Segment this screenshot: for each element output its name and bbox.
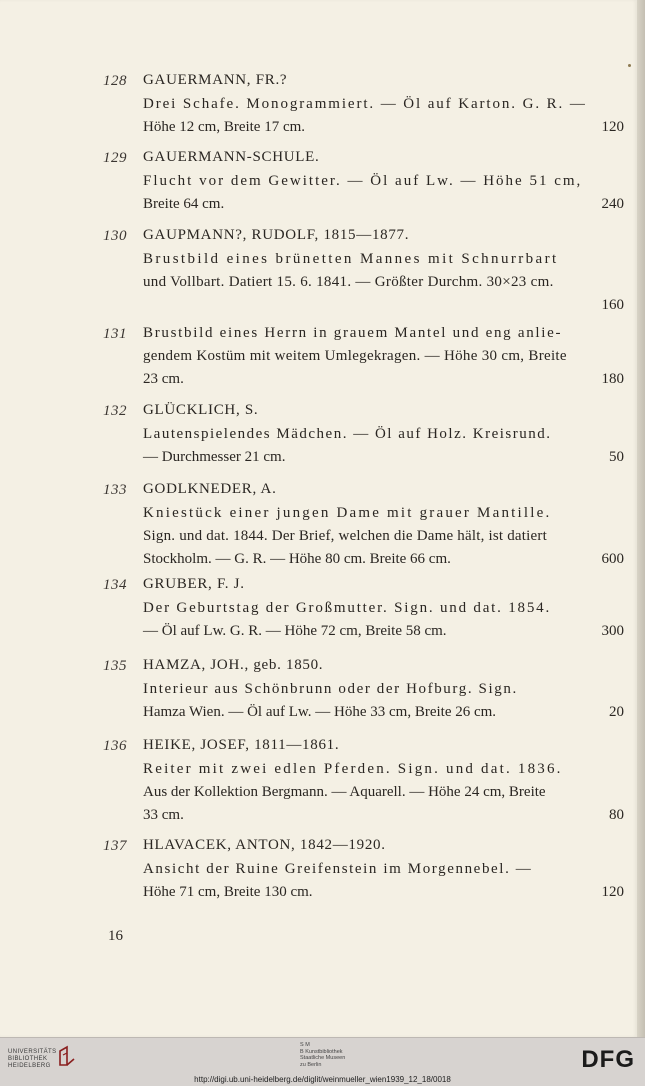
entry-artist: GAUERMANN, FR.? [143,72,288,88]
entry-number: 136 [103,738,127,754]
entry-number: 133 [103,482,127,498]
entry-description: Brustbild eines Herrn in grauem Mantel und eng anlie- [143,325,563,341]
entry-description: gendem Kostüm mit weitem Umlegekragen. — Höhe 30 cm, Breite [143,348,567,364]
source-url[interactable]: http://digi.ub.uni-heidelberg.de/diglit/weinmueller_wien1939_12_18/0018 [194,1075,451,1084]
entry-description: — Öl auf Lw. G. R. — Höhe 72 cm, Breite 58 cm. [143,623,447,639]
entry-artist: HAMZA, JOH., geb. 1850. [143,657,324,673]
entry-number: 137 [103,838,127,854]
entry-price: 50 [609,449,624,465]
entry-price: 120 [601,884,624,900]
entry-artist: HLAVACEK, ANTON, 1842—1920. [143,837,386,853]
entry-description: Flucht vor dem Gewitter. — Öl auf Lw. — Höhe 51 cm, [143,173,583,189]
entry-description: Höhe 71 cm, Breite 130 cm. [143,884,313,900]
holding-library-info: S M B Kunstbibliothek Staatliche Museen zu Berlin [300,1042,346,1068]
entry-number: 134 [103,577,127,593]
entry-price: 600 [601,551,624,567]
entry-description: 33 cm. [143,807,184,823]
paper-speck [628,64,631,67]
entry-price: 160 [601,297,624,313]
entry-number: 132 [103,403,127,419]
entry-artist: GRUBER, F. J. [143,576,245,592]
entry-price: 120 [601,119,624,135]
entry-number: 129 [103,150,127,166]
entry-description: Interieur aus Schönbrunn oder der Hofburg. Sign. [143,681,518,697]
entry-price: 180 [601,371,624,387]
digitization-footer [0,1037,645,1086]
university-library-label: UNIVERSITÄTS BIBLIOTHEK HEIDELBERG [8,1049,57,1069]
entry-number: 128 [103,73,127,89]
entry-description: und Vollbart. Datiert 15. 6. 1841. — Größter Durchm. 30×23 cm. [143,274,554,290]
dfg-logo: DFG [581,1046,635,1073]
entry-description: Sign. und dat. 1844. Der Brief, welchen die Dame hält, ist datiert [143,528,547,544]
entry-description: Aus der Kollektion Bergmann. — Aquarell. — Höhe 24 cm, Breite [143,784,546,800]
entry-artist: GLÜCKLICH, S. [143,402,259,418]
entry-description: Lautenspielendes Mädchen. — Öl auf Holz. Kreisrund. [143,426,552,442]
page-edge [637,0,645,1037]
entry-price: 240 [601,196,624,212]
entry-description: — Durchmesser 21 cm. [143,449,286,465]
entry-artist: GAUERMANN-SCHULE. [143,149,320,165]
university-logo-icon [58,1045,76,1067]
entry-description: Kniestück einer jungen Dame mit grauer Mantille. [143,505,552,521]
entry-description: Reiter mit zwei edlen Pferden. Sign. und dat. 1836. [143,761,563,777]
entry-description: Stockholm. — G. R. — Höhe 80 cm. Breite 66 cm. [143,551,451,567]
entry-description: Ansicht der Ruine Greifenstein im Morgennebel. — [143,861,533,877]
entry-number: 131 [103,326,127,342]
entry-description: Der Geburtstag der Großmutter. Sign. und dat. 1854. [143,600,551,616]
entry-description: Brustbild eines brünetten Mannes mit Schnurrbart [143,251,559,267]
entry-description: Drei Schafe. Monogrammiert. — Öl auf Karton. G. R. — [143,96,587,112]
entry-artist: HEIKE, JOSEF, 1811—1861. [143,737,340,753]
entry-price: 300 [601,623,624,639]
entry-artist: GODLKNEDER, A. [143,481,277,497]
entry-description: Hamza Wien. — Öl auf Lw. — Höhe 33 cm, Breite 26 cm. [143,704,497,720]
entry-description: Breite 64 cm. [143,196,225,212]
entry-description: 23 cm. [143,371,184,387]
entry-number: 135 [103,658,127,674]
entry-artist: GAUPMANN?, RUDOLF, 1815—1877. [143,227,410,243]
entry-price: 80 [609,807,624,823]
entry-description: Höhe 12 cm, Breite 17 cm. [143,119,306,135]
page-number: 16 [108,928,123,944]
entry-price: 20 [609,704,624,720]
entry-number: 130 [103,228,127,244]
